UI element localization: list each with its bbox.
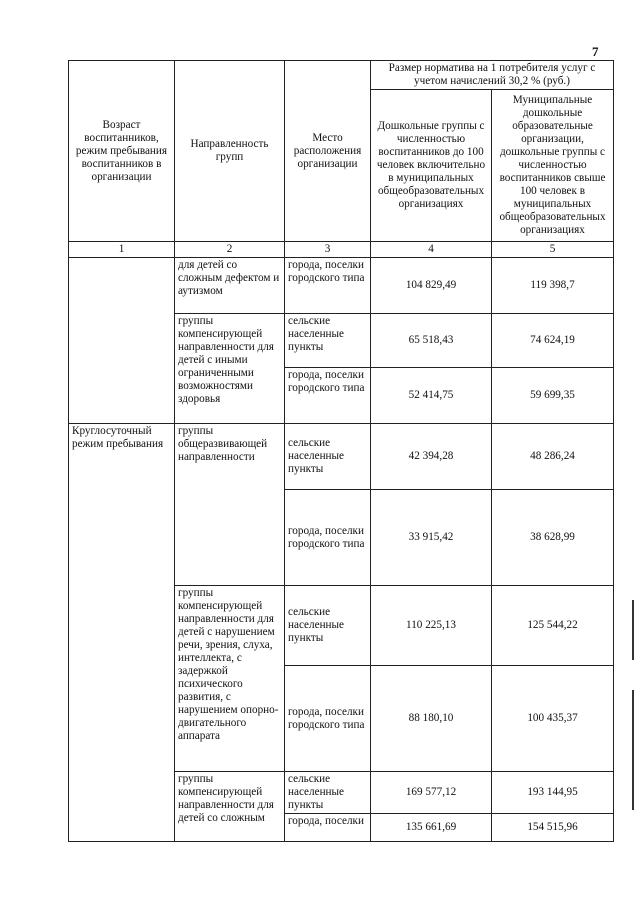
location-cell: сельские населенные пункты [285,314,371,368]
location-cell: города, поселки городского типа [285,490,371,586]
value-cell: 33 915,42 [371,490,492,586]
location-cell: сельские населенные пункты [285,586,371,666]
col-number-4: 4 [371,242,492,258]
value-cell: 104 829,49 [371,258,492,314]
location-cell: города, поселки [285,814,371,842]
col-number-3: 3 [285,242,371,258]
page-number: 7 [592,44,599,59]
location-cell: города, поселки городского типа [285,368,371,424]
age-mode-cell: Круглосуточный режим пребывания [69,424,175,842]
value-cell: 65 518,43 [371,314,492,368]
value-cell: 135 661,69 [371,814,492,842]
col-number-1: 1 [69,242,175,258]
scan-edge-mark [632,600,634,660]
value-cell: 59 699,35 [492,368,614,424]
col-number-5: 5 [492,242,614,258]
value-cell: 48 286,24 [492,424,614,490]
value-cell: 52 414,75 [371,368,492,424]
value-cell: 38 628,99 [492,490,614,586]
value-cell: 154 515,96 [492,814,614,842]
value-cell: 88 180,10 [371,666,492,772]
value-cell: 74 624,19 [492,314,614,368]
header-location: Место расположения организации [285,61,371,242]
value-cell: 119 398,7 [492,258,614,314]
direction-cell: группы компенсирующей направленности для детей с иными ограниченными возможностями здоровья [175,314,285,424]
scan-edge-mark [632,690,634,810]
header-age-mode: Возраст воспитанников, режим пребывания воспитанников в организации [69,61,175,242]
direction-cell: для детей со сложным дефектом и аутизмом [175,258,285,314]
age-mode-cell-empty [69,258,175,424]
value-cell: 42 394,28 [371,424,492,490]
location-cell: города, поселки городского типа [285,258,371,314]
location-cell: сельские населенные пункты [285,772,371,814]
col-number-2: 2 [175,242,285,258]
direction-cell: группы общеразвивающей направленности [175,424,285,586]
location-cell: сельские населенные пункты [285,424,371,490]
normative-table [68,60,614,842]
direction-cell: группы компенсирующей направленности для детей с нарушением речи, зрения, слуха, интеллекта, с задержкой психического развития, с нарушением опорно-двигательного аппарата [175,586,285,772]
value-cell: 100 435,37 [492,666,614,772]
value-cell: 125 544,22 [492,586,614,666]
header-small-groups: Дошкольные группы с численностью воспитанников до 100 человек включительно в муниципальных общеобразовательных организациях [371,90,492,242]
header-large-groups: Муниципальные дошкольные образовательные организации, дошкольные группы с численностью воспитанников свыше 100 человек в муниципальных общеобразовательных организациях [492,90,614,242]
header-norm: Размер норматива на 1 потребителя услуг с учетом начислений 30,2 % (руб.) [371,61,614,90]
value-cell: 110 225,13 [371,586,492,666]
value-cell: 169 577,12 [371,772,492,814]
header-direction: Направленность групп [175,61,285,242]
direction-cell: группы компенсирующей направленности для детей со сложным [175,772,285,842]
value-cell: 193 144,95 [492,772,614,814]
location-cell: города, поселки городского типа [285,666,371,772]
